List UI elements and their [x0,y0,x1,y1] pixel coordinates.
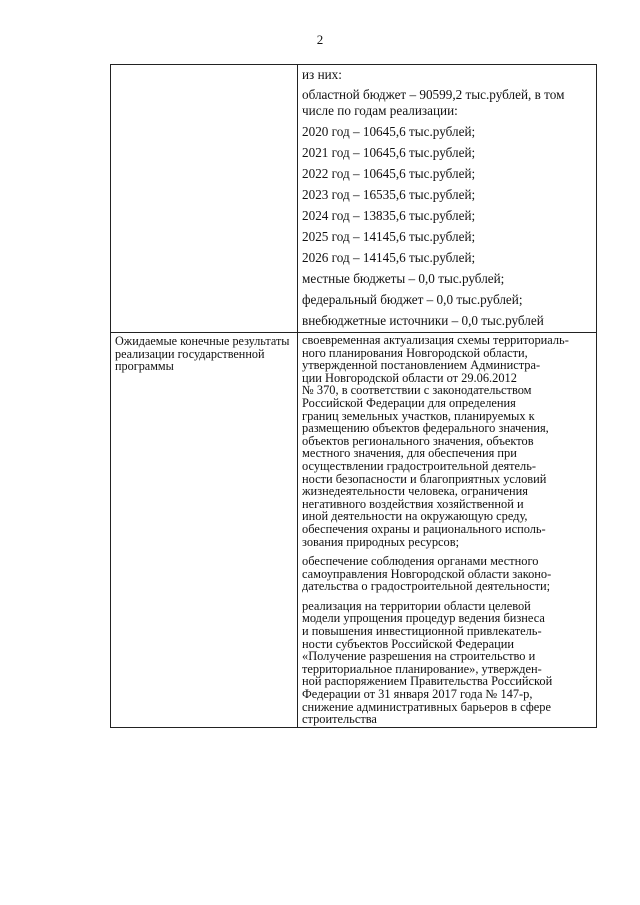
funding-line-federal-budget: федеральный бюджет – 0,0 тыс.рублей; [302,292,523,307]
result-1-line: ции Новгородской области от 29.06.2012 [302,370,517,385]
results-label-cell [111,333,298,728]
result-2-line: самоуправления Новгородской области законо- [302,566,552,581]
result-3-line: модели упрощения процедур ведения бизнеса [302,611,545,626]
funding-line-2025: 2025 год – 14145,6 тыс.рублей; [302,229,476,244]
result-1-line: жизнедеятельности человека, ограничения [302,484,528,499]
result-3-line: территориальное планирование», утвержден- [302,661,542,676]
result-2-line: дательства о градостроительной деятельности; [302,579,551,594]
result-1-line: границ земельных участков, планируемых к [302,408,535,423]
result-1-line: Российской Федерации для определения [302,395,516,410]
result-1-line: № 370, в соответствии с законодательством [302,383,532,398]
result-1-line: своевременная актуализация схемы территориаль- [302,333,569,347]
results-value-cell [298,333,597,728]
funding-line-2026: 2026 год – 14145,6 тыс.рублей; [302,250,476,265]
results-row [111,333,597,728]
result-paragraph-1 [298,333,596,548]
funding-value-cell [298,65,597,333]
result-1-line: обеспечения охраны и рационального исполь- [302,521,546,536]
result-1-line: иной деятельности на окружающую среду, [302,509,528,524]
funding-line-2023: 2023 год – 16535,6 тыс.рублей; [302,187,476,202]
result-3-line: ной распоряжением Правительства Российской [302,674,553,689]
funding-line-2022: 2022 год – 10645,6 тыс.рублей; [302,166,476,181]
result-3-line: строительства [302,712,377,727]
funding-line-local-budgets: местные бюджеты – 0,0 тыс.рублей; [302,271,505,286]
funding-label-cell [111,65,298,333]
funding-line-2024: 2024 год – 13835,6 тыс.рублей; [302,208,476,223]
result-1-line: негативного воздействия хозяйственной и [302,496,524,511]
funding-line-from-them: из них: [302,67,342,82]
result-1-line: осуществлении градостроительной деятель- [302,458,537,473]
result-3-line: «Получение разрешения на строительство и [302,649,536,664]
page-number: 2 [316,32,324,47]
result-3-line: реализация на территории области целевой [302,598,531,613]
funding-line-regional-budget: областной бюджет – 90599,2 тыс.рублей, в том числе по годам реализации: [302,87,565,118]
result-3-line: Федерации от 31 января 2017 года № 147-р, [302,687,533,702]
funding-line-2020: 2020 год – 10645,6 тыс.рублей; [302,124,476,139]
result-3-line: ности субъектов Российской Федерации [302,636,514,651]
result-1-line: ности безопасности и благоприятных условий [302,471,547,486]
funding-line-extrabudgetary: внебюджетные источники – 0,0 тыс.рублей [302,313,544,328]
funding-line-2021: 2021 год – 10645,6 тыс.рублей; [302,145,476,160]
result-paragraph-2 [298,554,596,593]
results-label: Ожидаемые конечные результаты реализации государственной программы [115,334,290,373]
result-3-line: и повышения инвестиционной привлекатель- [302,624,542,639]
result-1-line: объектов регионального значения, объектов [302,433,534,448]
result-1-line: ного планирования Новгородской области, [302,345,528,360]
result-1-line: зования природных ресурсов; [302,534,460,549]
program-passport-table [110,64,597,728]
result-1-line: утвержденной постановлением Администра- [302,358,541,373]
result-1-line: размещению объектов федерального значения, [302,421,549,436]
result-1-line: местного значения, для обеспечения при [302,446,517,461]
result-paragraph-3 [298,599,596,726]
result-3-line: снижение административных барьеров в сфере [302,699,551,714]
result-2-line: обеспечение соблюдения органами местного [302,554,539,569]
funding-row [111,65,597,333]
